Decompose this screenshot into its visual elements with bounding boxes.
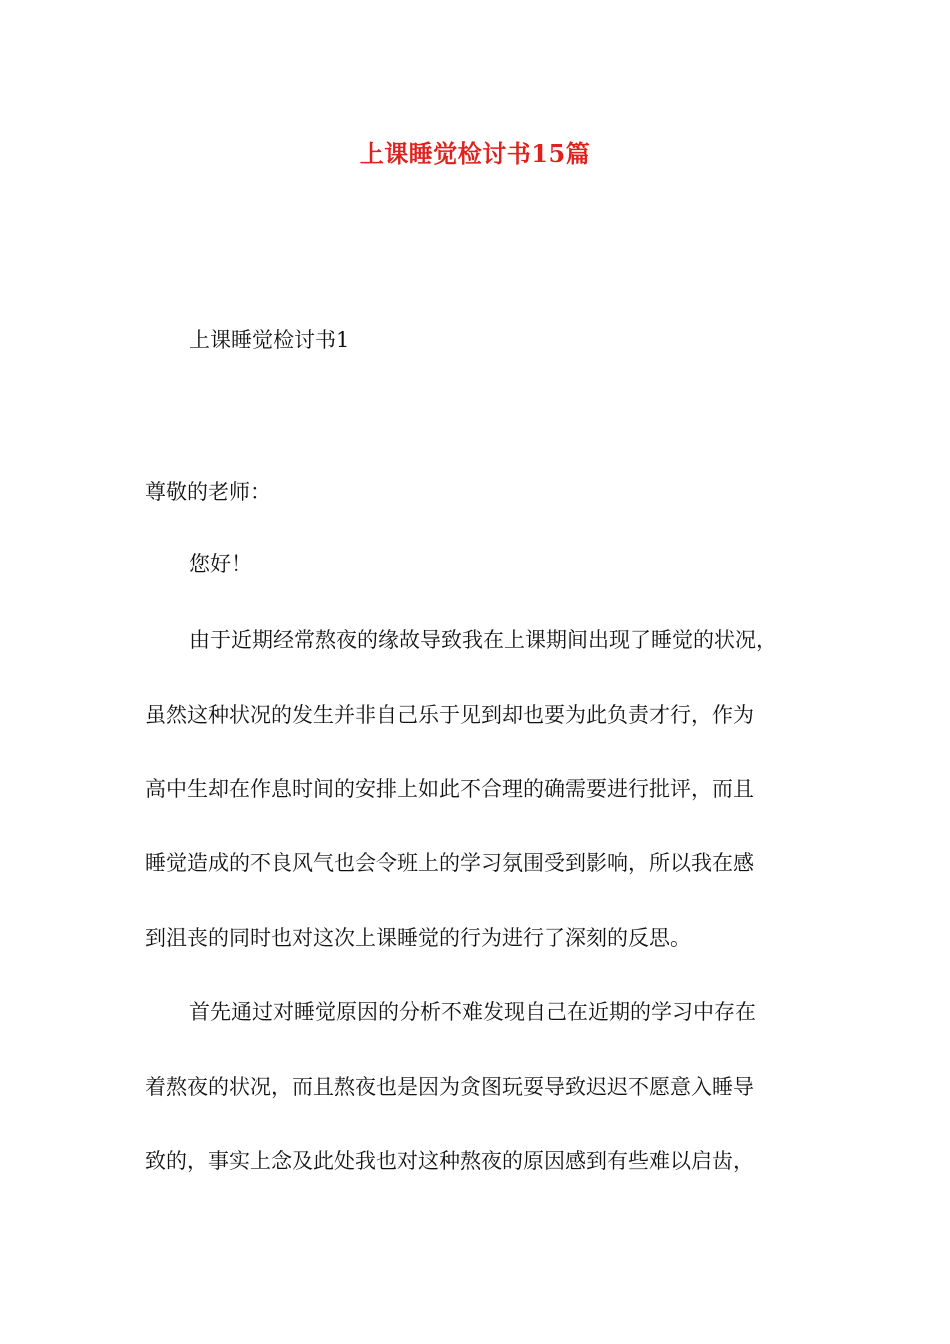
paragraph-line: 由于近期经常熬夜的缘故导致我在上课期间出现了睡觉的状况，: [189, 628, 777, 652]
paragraph-line: 睡觉造成的不良风气也会令班上的学习氛围受到影响，所以我在感: [145, 851, 754, 875]
paragraph-line: 着熬夜的状况，而且熬夜也是因为贪图玩耍导致迟迟不愿意入睡导: [145, 1075, 754, 1099]
paragraph-line: 高中生却在作息时间的安排上如此不合理的确需要进行批评，而且: [145, 777, 754, 801]
section-heading: 上课睡觉检讨书1: [189, 328, 350, 352]
paragraph-line: 首先通过对睡觉原因的分析不难发现自己在近期的学习中存在: [189, 1000, 756, 1024]
document-title: 上课睡觉检讨书15篇: [359, 139, 591, 168]
paragraph-line: 致的，事实上念及此处我也对这种熬夜的原因感到有些难以启齿，: [145, 1149, 754, 1173]
paragraph-line: 到沮丧的同时也对这次上课睡觉的行为进行了深刻的反思。: [145, 926, 691, 950]
greeting: 您好！: [189, 552, 252, 576]
salutation: 尊敬的老师：: [145, 480, 271, 504]
paragraph-line: 虽然这种状况的发生并非自己乐于见到却也要为此负责才行，作为: [145, 703, 754, 727]
